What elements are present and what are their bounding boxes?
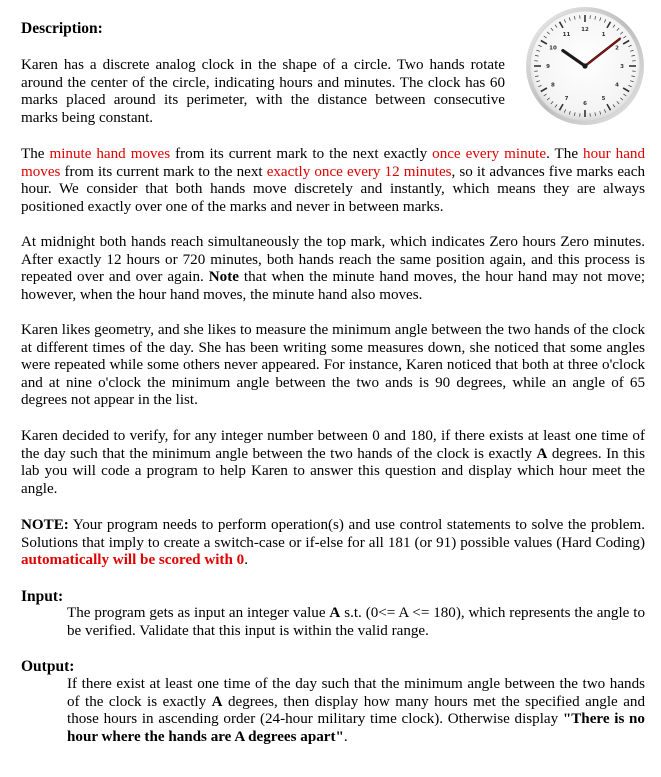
text: If there exist at least one time of the day such that the minimum angle between the two hands of the clock is exactly: [67, 676, 645, 710]
text: degrees. In this lab you will code a program to help Karen to answer this question and display which hour meet the angle.: [21, 445, 645, 497]
clock-number: 8: [551, 82, 555, 89]
clock-number: 1: [601, 31, 606, 38]
text: At midnight both hands reach simultaneously the top mark, which indicates Zero hours Zero minutes. After exactly 12 hours or 720 minutes, both hands reach the same position again, and this process is repeated over and over again.: [21, 234, 645, 285]
clock-number: 11: [562, 31, 571, 38]
input-description: [67, 605, 645, 640]
clock-number: 9: [546, 64, 550, 70]
clock-number: 6: [583, 101, 587, 107]
highlight-text: once every minute: [432, 146, 547, 162]
bold-text: A: [536, 445, 548, 462]
paragraph-clock-description: Karen has a discrete analog clock in the shape of a circle. Two hands rotate around the center of the circle, indicating hours and minutes. The clock has 60 marks placed around its perimeter, with the distance between consecutive marks being constant.: [21, 57, 505, 126]
analog-clock-icon: [510, 0, 660, 150]
clock-number: 7: [564, 96, 569, 103]
highlight-text: hour hand moves: [21, 146, 646, 180]
bold-text: "There is no hour where the hands are A degrees apart": [67, 711, 645, 745]
bold-text: NOTE:: [21, 517, 69, 533]
text: .: [343, 728, 348, 745]
input-heading: Input:: [21, 588, 64, 605]
text: Karen decided to verify, for any integer number between 0 and 180, if there exists at least one time of the day such that the minimum angle between the two hands of the clock is exactly: [21, 428, 645, 462]
bold-text: Note: [208, 269, 239, 285]
paragraph-geometry: Karen likes geometry, and she likes to measure the minimum angle between the two hands of the clock at different times of the day. She has been writing some measures down, she noticed that some angles were repeated while some others never appeared. For instance, Karen noticed that both at three o'clock and at nine o'clock the minimum angle between the two ands is 90 degrees, while an angle of 65 degrees not appear in the list.: [21, 322, 645, 408]
text: from its current mark to the next exactly: [170, 146, 433, 162]
paragraph-midnight: [21, 234, 645, 304]
clock-number: 5: [601, 96, 606, 103]
output-heading: Output:: [21, 658, 75, 675]
highlight-text: minute hand moves: [49, 146, 171, 162]
clock-number: 12: [581, 27, 589, 33]
bold-text: A: [329, 605, 341, 621]
clock-hub: [582, 63, 587, 68]
clock-number: 4: [615, 82, 619, 89]
text: Your program needs to perform operation(s) and use control statements to solve the problem. Solutions that imply to create a switch-case or if-else for all 181 (or 91) possible values (Hard Coding): [21, 517, 645, 551]
text: from its current mark to the next: [60, 163, 267, 180]
clock-number: 3: [620, 64, 624, 70]
clock-number: 2: [615, 45, 619, 52]
description-heading: Description:: [21, 20, 103, 37]
text: The program gets as input an integer value: [67, 605, 330, 621]
text: . The: [546, 146, 584, 162]
text: , so it advances five marks each hour. We consider that both hands move discretely and instantly, which means they are always positioned exactly over one of the marks and never in between marks.: [21, 163, 645, 215]
text: The: [21, 146, 50, 162]
text: s.t. (0<= A <= 180), which represents the angle to be verified. Validate that this input is within the valid range.: [67, 605, 645, 639]
text: degrees, then display how many hours met the specified angle and those hours in ascending order (24-hour military time clock). Otherwise display: [67, 693, 645, 727]
warning-text: automatically will be scored with 0: [21, 552, 245, 568]
clock-illustration: [510, 0, 660, 150]
output-description: [67, 676, 645, 746]
paragraph-note: [21, 517, 645, 570]
paragraph-verify: [21, 428, 645, 498]
bold-text: A: [211, 693, 223, 710]
clock-number: 10: [549, 45, 557, 52]
text: that when the minute hand moves, the hour hand may not move; however, when the hour hand moves, the minute hand also moves.: [21, 269, 646, 303]
text: .: [244, 552, 248, 568]
paragraph-hand-movement: [21, 146, 645, 216]
highlight-text: exactly once every 12 minutes: [266, 163, 452, 180]
